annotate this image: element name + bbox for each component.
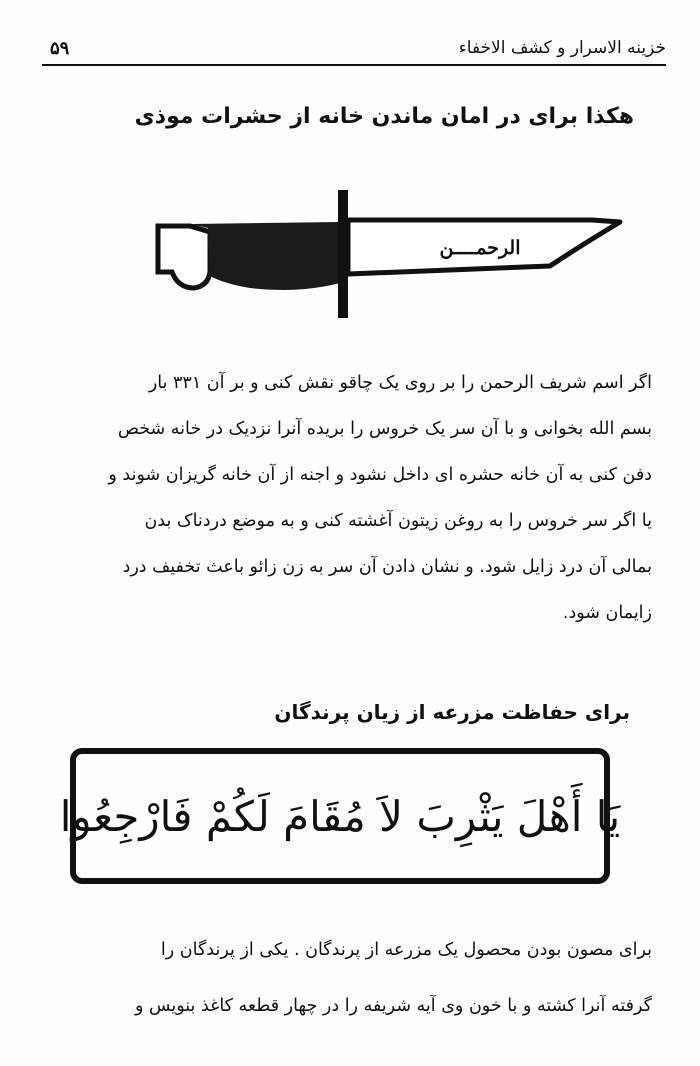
- paragraph-line: گرفته آنرا کشته و با خون وی آیه شریفه را در چهار قطعه کاغذ بنویس و: [135, 996, 652, 1016]
- knife-illustration: [150, 184, 625, 320]
- page-header: [42, 38, 666, 66]
- paragraph-2: [44, 922, 652, 1034]
- knife-blade-text: الرحمــــن: [439, 237, 521, 259]
- paragraph-line: بسم الله بخوانی و با آن سر یک خروس را بریده آنرا نزدیک در خانه شخص: [117, 419, 652, 439]
- paragraph-line: بمالی آن درد زایل شود. و نشان دادن آن سر به زن زائو باعث تخفیف درد: [122, 557, 652, 577]
- paragraph-line: زایمان شود.: [562, 603, 652, 623]
- paragraph-line: اگر اسم شریف الرحمن را بر روی یک چاقو نقش کنی و بر آن ۳۳۱ بار: [148, 373, 652, 393]
- paragraph-1: [44, 360, 652, 636]
- paragraph-line: یا اگر سر خروس را به روغن زیتون آغشته کنی و به موضع دردناک بدن: [144, 511, 652, 531]
- subtitle: برای حفاظت مزرعه از زیان پرندگان: [274, 700, 630, 724]
- section-title: هکذا برای در امان ماندن خانه از حشرات موذی: [134, 104, 634, 129]
- verse-text: یَا أَهْلَ یَثْرِبَ لاَ مُقَامَ لَکُمْ فَارْجِعُوا: [59, 791, 621, 841]
- book-title: خزینه الاسرار و کشف الاخفاء: [458, 38, 666, 58]
- knife-handle-cap: [158, 226, 210, 288]
- knife-handle: [190, 222, 344, 290]
- verse-box: [59, 748, 621, 884]
- page-number: ۵۹: [50, 38, 70, 59]
- paragraph-line: برای مصون بودن محصول یک مزرعه از پرندگان . یکی از پرندگان را: [160, 940, 652, 960]
- paragraph-line: دفن کنی به آن خانه حشره ای داخل نشود و اجنه از آن خانه گریزان شوند و: [108, 465, 652, 485]
